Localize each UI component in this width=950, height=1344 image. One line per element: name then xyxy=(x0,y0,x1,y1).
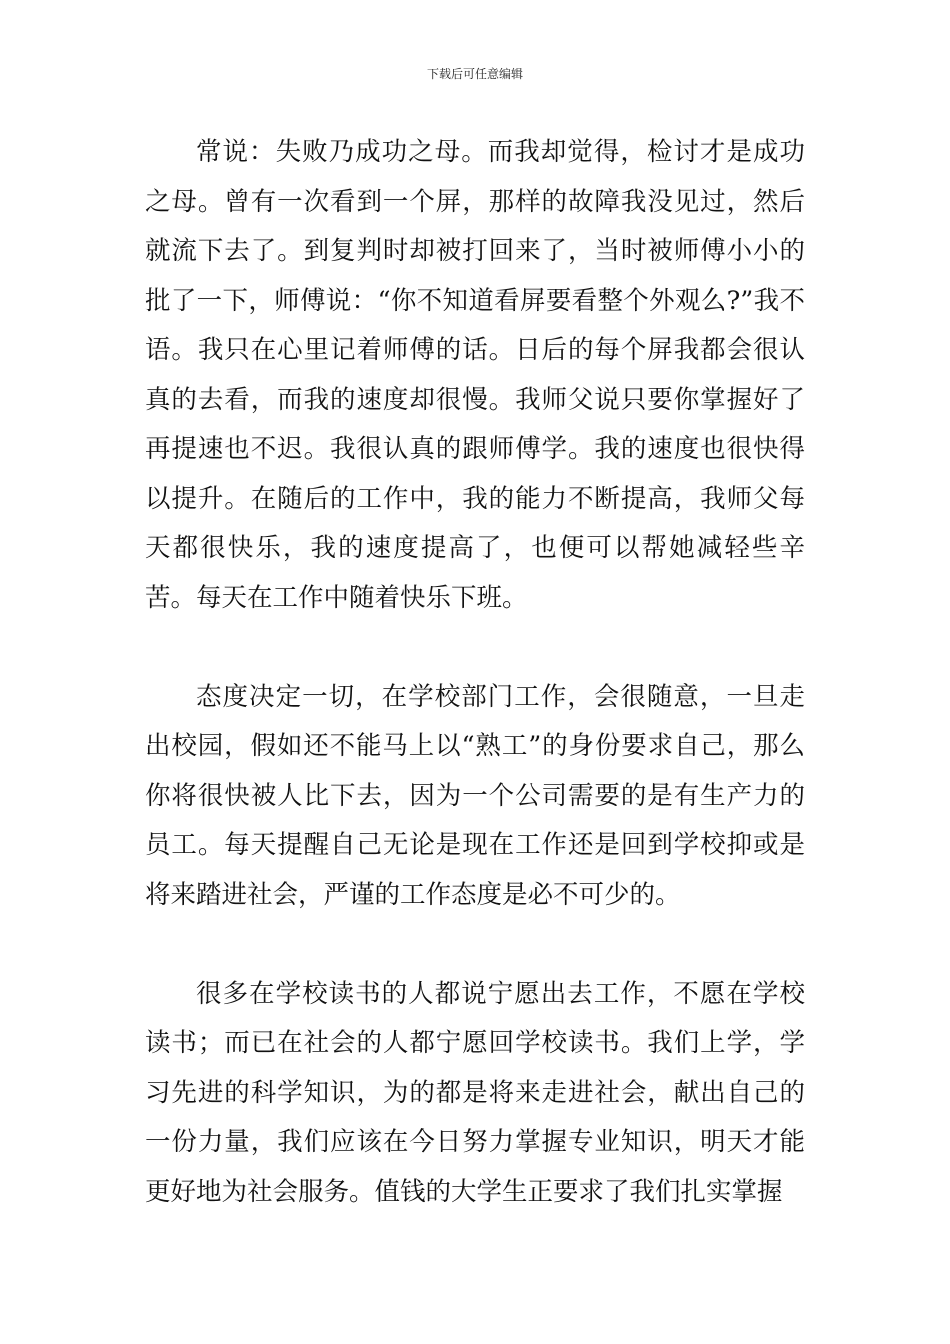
document-body xyxy=(145,128,805,1217)
page-header: 下载后可任意编辑 xyxy=(426,67,523,81)
paragraph-2: 态度决定一切，在学校部门工作，会很随意，一旦走出校园，假如还不能马上以“熟工”的身份要求自己，那么你将很快被人比下去，因为一个公司需要的是有生产力的员工。每天提醒自己无论是现在工作还是回到学校抑或是将来踏进社会，严谨的工作态度是必不可少的。 xyxy=(145,681,805,910)
paragraph-1: 常说：失败乃成功之母。而我却觉得，检讨才是成功之母。曾有一次看到一个屏，那样的故障我没见过，然后就流下去了。到复判时却被打回来了，当时被师傅小小的批了一下，师傅说：“你不知道看屏要看整个外观么?”我不语。我只在心里记着师傅的话。日后的每个屏我都会很认真的去看，而我的速度却很慢。我师父说只要你掌握好了再提速也不迟。我很认真的跟师傅学。我的速度也很快得以提升。在随后的工作中，我的能力不断提高，我师父每天都很快乐，我的速度提高了，也便可以帮她减轻些辛苦。每天在工作中随着快乐下班。 xyxy=(145,137,805,613)
paragraph-3: 很多在学校读书的人都说宁愿出去工作，不愿在学校读书；而已在社会的人都宁愿回学校读书。我们上学，学习先进的科学知识，为的都是将来走进社会，献出自己的一份力量，我们应该在今日努力掌握专业知识，明天才能更好地为社会服务。值钱的大学生正要求了我们扎实掌握 xyxy=(145,978,805,1207)
